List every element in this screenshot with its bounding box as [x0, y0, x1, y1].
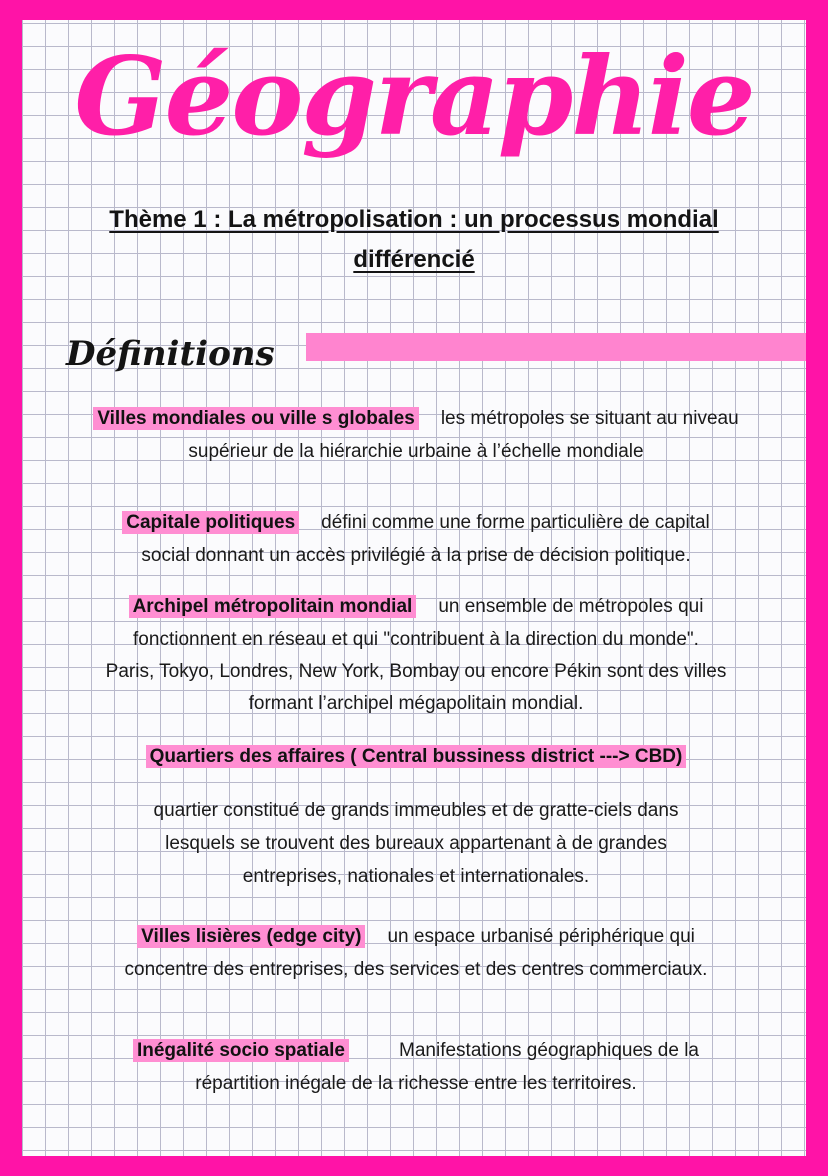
- definition-text: entreprises, nationales et internationales.: [242, 866, 590, 887]
- definition-text: défini comme une forme particulière de capital: [321, 512, 710, 533]
- definition-text: répartition inégale de la richesse entre les territoires.: [195, 1073, 637, 1094]
- definition-entry: [36, 402, 796, 468]
- definition-entry: [36, 1034, 796, 1100]
- definition-text: supérieur de la hiérarchie urbaine à l’échelle mondiale: [188, 441, 644, 462]
- definition-term: Villes lisières (edge city): [137, 925, 365, 948]
- notebook-page: [22, 20, 806, 1156]
- definition-text: un espace urbanisé périphérique qui: [387, 926, 695, 947]
- theme-subtitle: Thème 1 : La métropolisation : un processus mondial différencié: [109, 206, 719, 273]
- definition-text: concentre des entreprises, des services et des centres commerciaux.: [124, 959, 708, 980]
- definition-term: Villes mondiales ou ville s globales: [93, 407, 419, 430]
- definition-text: les métropoles se situant au niveau: [440, 408, 739, 429]
- definition-text: formant l’archipel mégapolitain mondial.: [248, 693, 584, 714]
- definition-term: Capitale politiques: [122, 511, 299, 534]
- section-heading: Définitions: [66, 334, 275, 374]
- definition-entry: [36, 920, 796, 986]
- definition-entry: [36, 506, 796, 572]
- definition-text: social donnant un accès privilégié à la prise de décision politique.: [141, 545, 691, 566]
- definition-text: Paris, Tokyo, Londres, New York, Bombay ou encore Pékin sont des villes: [105, 661, 727, 682]
- definition-text: lesquels se trouvent des bureaux appartenant à de grandes: [165, 833, 667, 854]
- page-title: Géographie: [74, 34, 754, 160]
- definition-text: Manifestations géographiques de la: [399, 1040, 699, 1061]
- definition-entry: [36, 590, 796, 720]
- definition-text: fonctionnent en réseau et qui "contribuent à la direction du monde".: [133, 629, 699, 650]
- definition-text: quartier constitué de grands immeubles et de gratte-ciels dans: [153, 800, 679, 821]
- definition-term: Archipel métropolitain mondial: [129, 595, 417, 618]
- definition-term: Inégalité socio spatiale: [133, 1039, 349, 1062]
- definition-text: un ensemble de métropoles qui: [438, 596, 704, 617]
- section-highlight-bar: [306, 333, 806, 361]
- definition-entry: [36, 740, 796, 893]
- definition-term: Quartiers des affaires ( Central bussiness district ---> CBD): [146, 745, 687, 768]
